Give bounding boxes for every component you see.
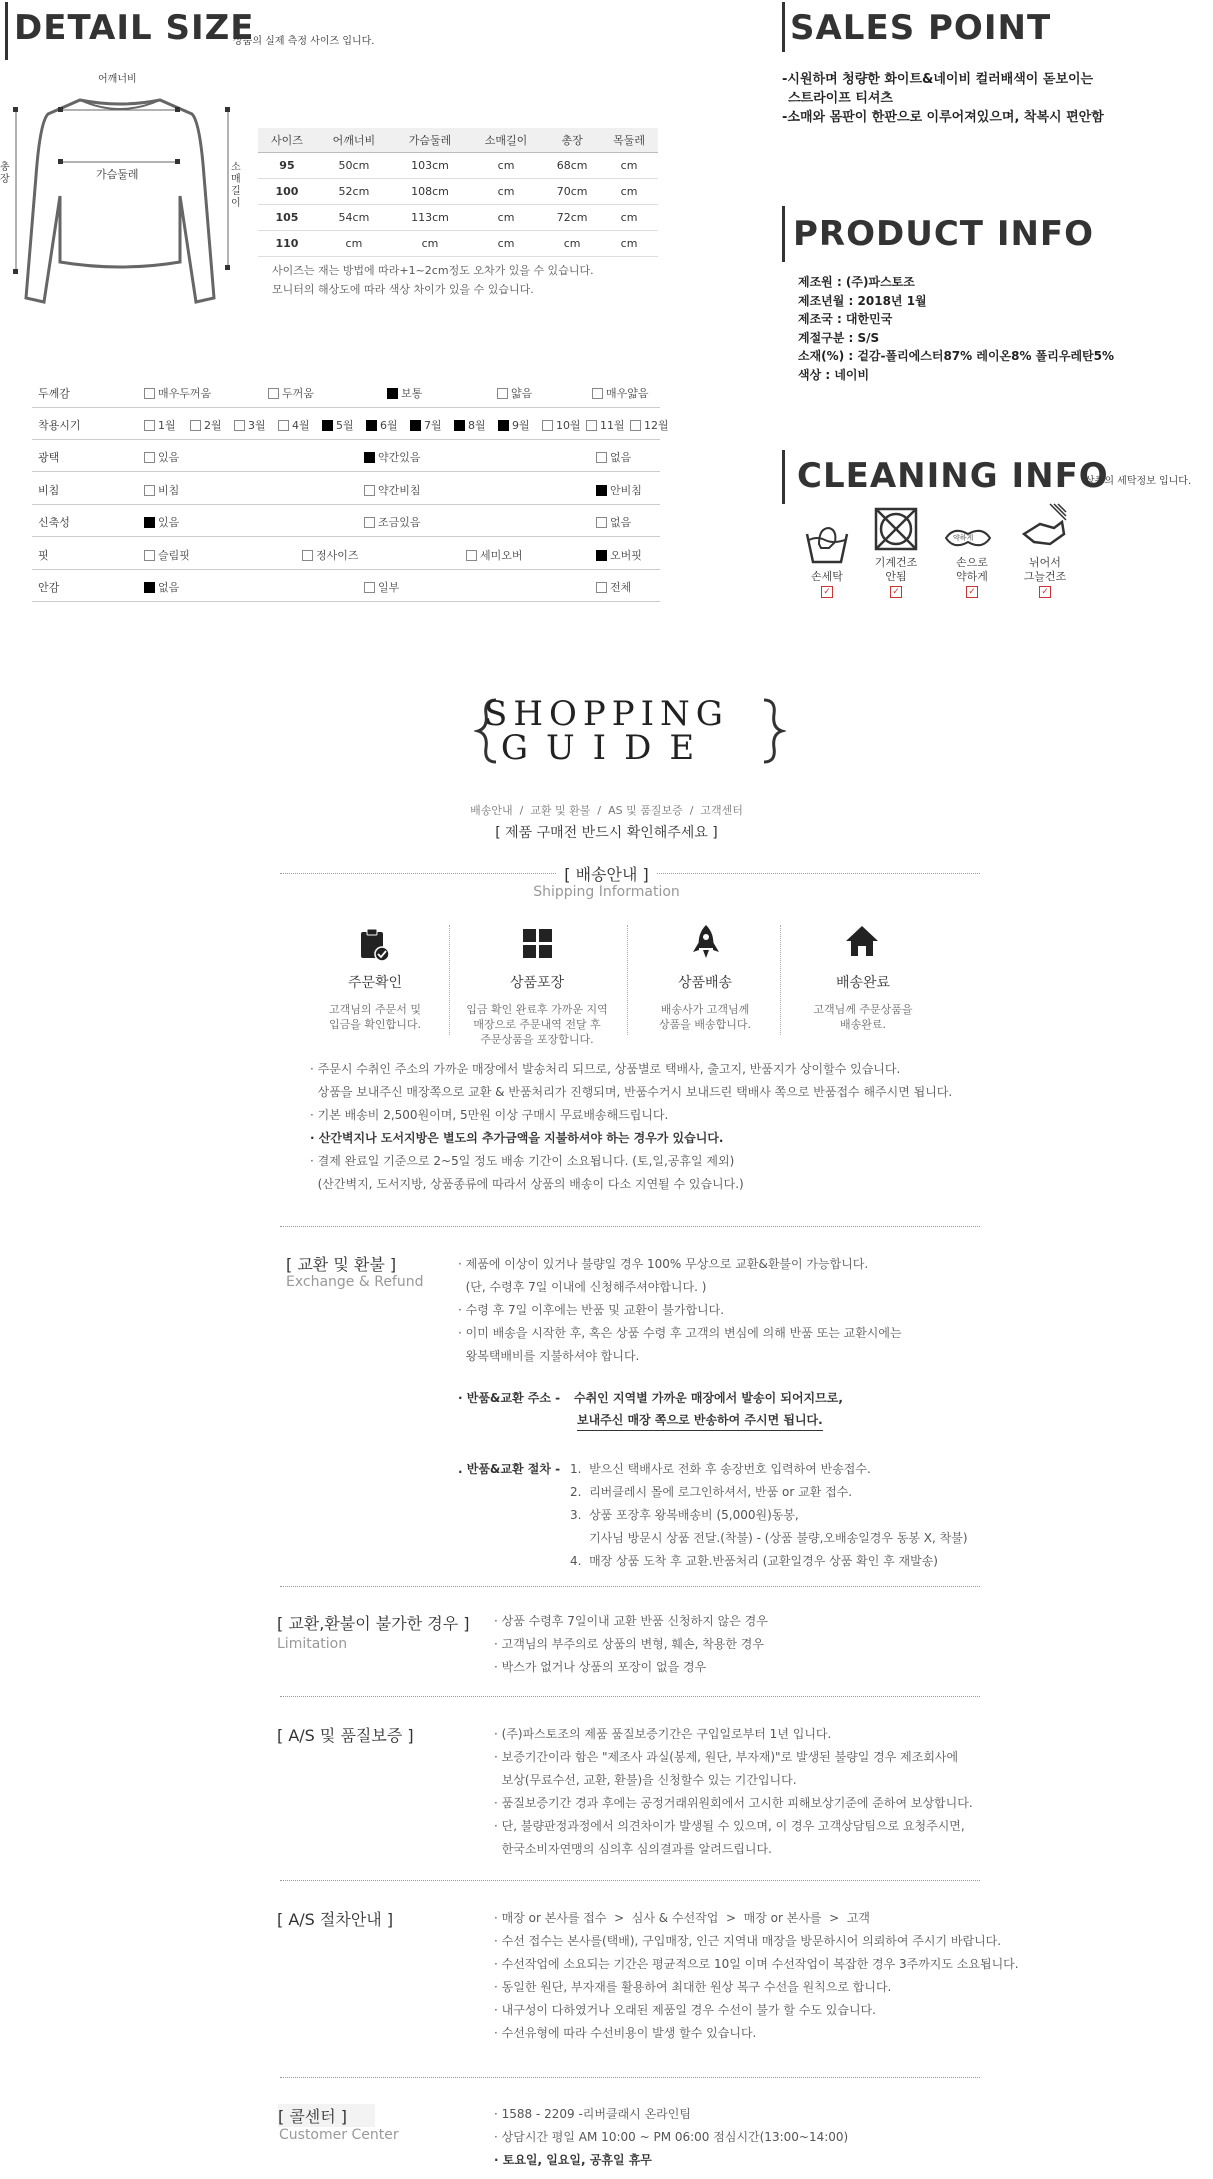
attribute-option[interactable] — [364, 449, 421, 465]
divider — [280, 1586, 980, 1587]
text-line: · 품질보증기간 경과 후에는 공정거래위원회에서 고시한 피해보상기준에 준하여 보상합니다. — [494, 1796, 973, 1810]
checked-checkbox[interactable] — [366, 420, 377, 431]
text-line: (단, 수령후 7일 이내에 신청해주셔야합니다. ) — [458, 1280, 707, 1294]
cleaning-label-line: 그늘건조 — [1023, 570, 1067, 583]
step-title: 상품포장 — [509, 975, 565, 991]
product-info-line: 소재(%) : 겉감-폴리에스터87% 레이온8% 폴리우레탄5% — [798, 349, 1115, 363]
step-desc-line: 주문상품을 포장합니다. — [480, 1033, 594, 1046]
cleaning-info-title: CLEANING INFO — [797, 456, 1109, 496]
checkbox[interactable] — [497, 388, 508, 399]
checkbox[interactable] — [278, 420, 289, 431]
checkbox[interactable] — [596, 452, 607, 463]
exchange-subtitle: Exchange & Refund — [286, 1274, 424, 1290]
attribute-label: 두께감 — [38, 387, 70, 400]
length-label: 총장 — [0, 162, 10, 185]
attribute-option[interactable] — [596, 514, 631, 530]
sales-point-title: SALES POINT — [790, 8, 1052, 48]
checkbox[interactable] — [542, 420, 553, 431]
table-cell: 113cm — [392, 205, 468, 231]
option-label: 8월 — [468, 419, 486, 432]
return-address-label: · 반품&교환 주소 - — [458, 1391, 561, 1405]
as-title: [ A/S 및 품질보증 ] — [277, 1726, 414, 1745]
shipping-step — [620, 966, 790, 1032]
option-label: 12월 — [644, 419, 669, 432]
option-label: 7월 — [424, 419, 442, 432]
option-label: 매우두꺼움 — [158, 387, 212, 400]
size-table-header: 소매길이 — [468, 128, 544, 153]
limitation-subtitle: Limitation — [277, 1636, 348, 1652]
table-row — [258, 153, 658, 179]
cleaning-label-line: 손으로 — [956, 556, 988, 569]
step-separator — [627, 925, 628, 1035]
option-label: 6월 — [380, 419, 398, 432]
product-info-line: 제조국 : 대한민국 — [798, 312, 893, 326]
option-label: 오버핏 — [610, 549, 642, 562]
check-icon: ✓ — [821, 586, 833, 598]
cleaning-label-line: 뉘어서 — [1029, 556, 1061, 569]
attribute-row — [32, 409, 669, 440]
step-separator — [449, 925, 450, 1035]
step-desc-line: 배송완료. — [839, 1018, 886, 1031]
home-icon — [844, 924, 880, 958]
table-cell: 108cm — [392, 179, 468, 205]
option-label: 2월 — [204, 419, 222, 432]
attribute-row — [32, 441, 660, 472]
checked-checkbox[interactable] — [410, 420, 421, 431]
option-label: 보통 — [401, 387, 423, 400]
size-table — [258, 128, 658, 257]
step-separator — [780, 925, 781, 1035]
text-line: · 주문시 수취인 주소의 가까운 매장에서 발송처리 되므로, 상품별로 택배사, 출고지, 반품지가 상이할수 있습니다. — [310, 1062, 901, 1076]
gentle-wring-icon — [944, 512, 992, 560]
heading-bar — [782, 206, 785, 262]
divider — [280, 1880, 980, 1881]
divider — [280, 1226, 980, 1227]
checked-checkbox[interactable] — [364, 452, 375, 463]
checked-checkbox[interactable] — [144, 517, 155, 528]
svg-text:약하게: 약하게 — [953, 534, 974, 542]
attribute-option[interactable] — [498, 417, 530, 433]
option-label: 10월 — [556, 419, 581, 432]
shipping-subtitle: Shipping Information — [533, 884, 680, 900]
grid-box-icon — [522, 928, 554, 960]
table-cell: 100 — [258, 179, 316, 205]
option-label: 일부 — [378, 581, 400, 594]
text-line: · 수선유형에 따라 수선비용이 발생 할수 있습니다. — [494, 2026, 757, 2040]
option-label: 정사이즈 — [316, 549, 359, 562]
attribute-option[interactable] — [596, 449, 631, 465]
sales-point-line-1: -시원하며 청량한 화이트&네이비 컬러배색이 돋보이는 — [782, 72, 1094, 87]
table-row — [258, 179, 658, 205]
attribute-option[interactable] — [144, 449, 179, 465]
text-line: · 상담시간 평일 AM 10:00 ~ PM 06:00 점심시간(13:00~14:00) — [494, 2130, 849, 2144]
text-line: · 수선작업에 소요되는 기간은 평균적으로 10일 이며 수선작업이 복잡한 경우 3주까지도 소요됩니다. — [494, 1957, 1019, 1971]
checkbox[interactable] — [586, 420, 597, 431]
table-row — [258, 205, 658, 231]
text-line: · 단, 불량판정과정에서 의견차이가 발생될 수 있으며, 이 경우 고객상담팀으로 요청주시면, — [494, 1819, 965, 1833]
step-title: 배송완료 — [835, 975, 891, 991]
attribute-option[interactable] — [322, 417, 354, 433]
checkbox[interactable] — [364, 517, 375, 528]
product-info-line: 계절구분 : S/S — [798, 330, 880, 345]
shirt-diagram — [0, 66, 250, 316]
attribute-option[interactable] — [497, 385, 532, 401]
divider — [280, 2077, 980, 2078]
table-cell: cm — [468, 205, 544, 231]
attribute-option[interactable] — [630, 417, 669, 433]
sales-point-line-3: -소매와 몸판이 한판으로 이루어져있으며, 착복시 편안함 — [782, 110, 1104, 125]
text-line: · 매장 or 본사를 접수 > 심사 & 수선작업 > 매장 or 본사를 > 고객 — [494, 1911, 871, 1925]
table-cell: 52cm — [316, 179, 392, 205]
checkbox[interactable] — [144, 485, 155, 496]
table-cell: cm — [392, 231, 468, 257]
step-desc-line: 고객님의 주문서 및 — [328, 1003, 421, 1016]
text-line: · 내구성이 다하였거나 오래된 제품일 경우 수선이 불가 할 수도 있습니다. — [494, 2003, 876, 2017]
product-info-title: PRODUCT INFO — [793, 214, 1095, 254]
checked-checkbox[interactable] — [454, 420, 465, 431]
attribute-label: 핏 — [38, 549, 49, 562]
text-line: (산간벽지, 도서지방, 상품종류에 따라서 상품의 배송이 다소 지연될 수 있습니다.) — [310, 1177, 744, 1191]
step-desc-line: 배송사가 고객님께 — [660, 1003, 750, 1016]
attribute-option[interactable] — [366, 417, 398, 433]
step-desc — [290, 1002, 460, 1032]
option-label: 세미오버 — [480, 549, 523, 562]
cleaning-info-subtitle: 상품의 세탁정보 입니다. — [1085, 476, 1192, 487]
table-cell: 70cm — [544, 179, 600, 205]
attribute-option[interactable] — [596, 547, 642, 563]
attribute-option[interactable] — [278, 417, 310, 433]
attribute-row — [32, 506, 660, 537]
text-line: 보상(무료수선, 교환, 환불)을 신청할수 있는 기간입니다. — [494, 1773, 797, 1787]
shade-dry-icon — [1020, 500, 1068, 548]
table-cell: cm — [544, 231, 600, 257]
return-address-line-2: 보내주신 매장 쪽으로 반송하여 주시면 됩니다. — [577, 1410, 823, 1431]
text-line: · 기본 배송비 2,500원이며, 5만원 이상 구매시 무료배송해드립니다. — [310, 1108, 669, 1122]
table-cell: 95 — [258, 153, 316, 179]
text-line: 왕복택배비를 지불하셔야 합니다. — [458, 1349, 640, 1363]
table-row — [258, 231, 658, 257]
attribute-option[interactable] — [364, 579, 399, 595]
option-label: 3월 — [248, 419, 266, 432]
check-icon: ✓ — [966, 586, 978, 598]
attribute-option[interactable] — [234, 417, 266, 433]
cleaning-label — [1010, 556, 1080, 584]
attribute-row — [32, 571, 660, 602]
table-cell: cm — [468, 231, 544, 257]
option-label: 11월 — [600, 419, 625, 432]
step-desc-line: 입금 확인 완료후 가까운 지역 — [466, 1003, 608, 1016]
option-label: 매우얇음 — [606, 387, 649, 400]
shipping-step — [290, 966, 460, 1032]
size-table-header: 사이즈 — [258, 128, 316, 153]
attribute-option[interactable] — [144, 547, 190, 563]
table-cell: 105 — [258, 205, 316, 231]
attribute-option[interactable] — [596, 579, 631, 595]
guide-notice: [ 제품 구매전 반드시 확인해주세요 ] — [495, 825, 718, 841]
text-line: · 박스가 없거나 상품의 포장이 없을 경우 — [494, 1660, 707, 1674]
no-machine-dry-icon — [872, 505, 920, 553]
text-line: · (주)파스토조의 제품 품질보증기간은 구입일로부터 1년 입니다. — [494, 1727, 832, 1741]
option-label: 없음 — [158, 581, 180, 594]
size-table-header: 가슴둘레 — [392, 128, 468, 153]
option-label: 없음 — [610, 516, 632, 529]
rocket-icon — [691, 924, 721, 960]
option-label: 전체 — [610, 581, 632, 594]
option-label: 약간비침 — [378, 484, 421, 497]
checkbox[interactable] — [302, 550, 313, 561]
text-line: · 결제 완료일 기준으로 2~5일 정도 배송 기간이 소요됩니다. (토,일,공휴일 제외) — [310, 1154, 735, 1168]
attribute-option[interactable] — [302, 547, 359, 563]
text-line: 3. 상품 포장후 왕복배송비 (5,000원)동봉, — [570, 1508, 799, 1522]
option-label: 비침 — [158, 484, 180, 497]
shipping-title: [ 배송안내 ] — [556, 865, 656, 884]
step-desc-line: 상품을 배송합니다. — [658, 1018, 751, 1031]
detail-size-title: DETAIL SIZE — [14, 8, 255, 48]
guide-logo-line2: GUIDE — [500, 728, 713, 768]
step-desc-line: 매장으로 주문내역 전달 후 — [473, 1018, 601, 1031]
attribute-option[interactable] — [144, 579, 179, 595]
attribute-label: 안감 — [38, 581, 60, 594]
check-icon: ✓ — [1039, 586, 1051, 598]
checkbox[interactable] — [596, 582, 607, 593]
attribute-option[interactable] — [596, 482, 642, 498]
divider — [280, 1696, 980, 1697]
attribute-option[interactable] — [190, 417, 222, 433]
option-label: 있음 — [158, 451, 180, 464]
heading-bar — [5, 2, 8, 60]
return-address-line-1: 수취인 지역별 가까운 매장에서 발송이 되어지므로, — [574, 1391, 843, 1405]
table-cell: 72cm — [544, 205, 600, 231]
shipping-step — [452, 966, 622, 1047]
table-cell: cm — [600, 153, 658, 179]
checkbox[interactable] — [466, 550, 477, 561]
shipping-step — [778, 966, 948, 1032]
table-cell: 103cm — [392, 153, 468, 179]
table-cell: cm — [600, 231, 658, 257]
heading-bar — [782, 2, 785, 52]
cleaning-label-line: 손세탁 — [811, 570, 843, 583]
checkbox[interactable] — [190, 420, 201, 431]
attribute-row — [32, 377, 660, 408]
chest-label: 가슴둘레 — [96, 168, 139, 181]
option-label: 두꺼움 — [282, 387, 314, 400]
text-line: · 상품 수령후 7일이내 교환 반품 신청하지 않은 경우 — [494, 1614, 768, 1628]
attribute-option[interactable] — [466, 547, 523, 563]
checkbox[interactable] — [592, 388, 603, 399]
attribute-row — [32, 474, 660, 505]
checkbox[interactable] — [596, 517, 607, 528]
table-cell: 50cm — [316, 153, 392, 179]
step-desc-line: 고객님께 주문상품을 — [813, 1003, 913, 1016]
option-label: 약간있음 — [378, 451, 421, 464]
checkbox[interactable] — [630, 420, 641, 431]
text-line: 상품을 보내주신 매장쪽으로 교환 & 반품처리가 진행되며, 반품수거시 보내드린 택배사 쪽으로 반품접수 해주시면 됩니다. — [310, 1085, 953, 1099]
text-line: · 고객님의 부주의로 상품의 변형, 훼손, 착용한 경우 — [494, 1637, 764, 1651]
checked-checkbox[interactable] — [144, 582, 155, 593]
shipping-title-wrap — [0, 862, 1213, 885]
clipboard-check-icon — [358, 928, 390, 962]
step-title: 주문확인 — [347, 975, 403, 991]
checkbox[interactable] — [364, 485, 375, 496]
cleaning-label-line: 기계건조 — [874, 556, 918, 569]
text-line: · 토요일, 일요일, 공휴일 휴무 — [494, 2153, 652, 2167]
attribute-option[interactable] — [364, 514, 421, 530]
option-label: 5월 — [336, 419, 354, 432]
option-label: 없음 — [610, 451, 632, 464]
shoulder-label: 어깨너비 — [98, 74, 137, 85]
option-label: 1월 — [158, 419, 176, 432]
text-line: 2. 리버클레시 몰에 로그인하셔서, 반품 or 교환 접수. — [570, 1485, 853, 1499]
text-line: · 수선 접수는 본사를(택배), 구입매장, 인근 지역내 매장을 방문하시어 의뢰하여 주시기 바랍니다. — [494, 1934, 1002, 1948]
attribute-option[interactable] — [144, 385, 211, 401]
return-process-label: . 반품&교환 절차 - — [458, 1462, 561, 1476]
attribute-option[interactable] — [268, 385, 314, 401]
attribute-option[interactable] — [144, 417, 176, 433]
text-line: · 1588 - 2209 -리버클래시 온라인팀 — [494, 2107, 691, 2121]
checked-checkbox[interactable] — [596, 485, 607, 496]
attribute-option[interactable] — [387, 385, 422, 401]
cleaning-label-line: 약하게 — [956, 570, 988, 583]
attribute-option[interactable] — [410, 417, 442, 433]
attribute-option[interactable] — [592, 385, 649, 401]
limitation-title: [ 교환,환불이 불가한 경우 ] — [277, 1614, 470, 1633]
step-title: 상품배송 — [677, 975, 733, 991]
option-label: 있음 — [158, 516, 180, 529]
checkbox[interactable] — [144, 452, 155, 463]
hand-wash-icon — [803, 520, 851, 568]
cleaning-label-line: 안됨 — [885, 570, 907, 583]
checked-checkbox[interactable] — [498, 420, 509, 431]
text-line: 4. 매장 상품 도착 후 교환.반품처리 (교환일경우 상품 확인 후 재발송) — [570, 1554, 938, 1568]
sales-point-line-2: 스트라이프 티셔츠 — [788, 91, 893, 106]
cleaning-label — [792, 570, 862, 584]
size-table-header: 목둘레 — [600, 128, 658, 153]
product-info-line: 제조년월 : 2018년 1월 — [798, 293, 927, 308]
product-info-line: 색상 : 네이비 — [798, 367, 870, 382]
attribute-option[interactable] — [542, 417, 581, 433]
checkbox[interactable] — [234, 420, 245, 431]
checked-checkbox[interactable] — [387, 388, 398, 399]
table-cell: cm — [600, 205, 658, 231]
attribute-label: 비침 — [38, 484, 60, 497]
step-desc — [778, 1002, 948, 1032]
text-line: · 보증기간이라 함은 "제조사 과실(봉제, 원단, 부자재)"로 발생된 불량일 경우 제조회사에 — [494, 1750, 959, 1764]
checkbox[interactable] — [144, 388, 155, 399]
option-label: 슬림핏 — [158, 549, 190, 562]
table-cell: cm — [468, 179, 544, 205]
size-note-2: 모니터의 해상도에 따라 색상 차이가 있을 수 있습니다. — [272, 283, 534, 296]
checkbox[interactable] — [144, 420, 155, 431]
detail-size-subtitle: 상품의 실제 측정 사이즈 입니다. — [233, 36, 375, 47]
text-line: · 제품에 이상이 있거나 불량일 경우 100% 무상으로 교환&환불이 가능합니다. — [458, 1257, 869, 1271]
option-label: 4월 — [292, 419, 310, 432]
cleaning-label — [937, 556, 1007, 584]
option-label: 조금있음 — [378, 516, 421, 529]
table-cell: cm — [316, 231, 392, 257]
customer-center-subtitle: Customer Center — [279, 2127, 399, 2143]
as-process-title: [ A/S 절차안내 ] — [277, 1910, 394, 1929]
attribute-label: 광택 — [38, 451, 60, 464]
product-info-line: 제조원 : (주)파스토조 — [798, 275, 915, 289]
attribute-row — [32, 539, 660, 570]
option-label: 얇음 — [511, 387, 533, 400]
text-line: · 동일한 원단, 부자재를 활용하여 최대한 원상 복구 수선을 원칙으로 합니다. — [494, 1980, 892, 1994]
text-line: 기사님 방문시 상품 전달.(착불) - (상품 불량,오배송일경우 동봉 X, 착불) — [570, 1531, 968, 1545]
step-desc — [452, 1002, 622, 1047]
attribute-label: 착용시기 — [38, 419, 81, 432]
checkbox[interactable] — [268, 388, 279, 399]
text-line: · 수령 후 7일 이후에는 반품 및 교환이 불가합니다. — [458, 1303, 725, 1317]
size-note-1: 사이즈는 재는 방법에 따라+1~2cm정도 오차가 있을 수 있습니다. — [272, 264, 594, 277]
attribute-option[interactable] — [454, 417, 486, 433]
customer-center-title: [ 콜센터 ] — [278, 2104, 375, 2127]
guide-logo-line1: SHOPPING — [484, 694, 729, 734]
size-table-header: 어깨너비 — [316, 128, 392, 153]
checked-checkbox[interactable] — [596, 550, 607, 561]
table-cell: 68cm — [544, 153, 600, 179]
check-icon: ✓ — [890, 586, 902, 598]
size-table-header: 총장 — [544, 128, 600, 153]
text-line: · 이미 배송을 시작한 후, 혹은 상품 수령 후 고객의 변심에 의해 반품 또는 교환시에는 — [458, 1326, 902, 1340]
text-line: 1. 받으신 택배사로 전화 후 송장번호 입력하여 반송접수. — [570, 1462, 871, 1476]
attribute-option[interactable] — [586, 417, 625, 433]
heading-bar — [782, 450, 785, 504]
table-cell: cm — [468, 153, 544, 179]
exchange-title: [ 교환 및 환불 ] — [286, 1255, 397, 1274]
option-label: 9월 — [512, 419, 530, 432]
attribute-option[interactable] — [364, 482, 421, 498]
step-desc-line: 입금을 확인합니다. — [328, 1018, 421, 1031]
cleaning-label — [861, 556, 931, 584]
attribute-option[interactable] — [144, 482, 179, 498]
attribute-label: 신축성 — [38, 516, 70, 529]
table-cell: 110 — [258, 231, 316, 257]
text-line: · 산간벽지나 도서지방은 별도의 추가금액을 지불하셔야 하는 경우가 있습니다. — [310, 1131, 724, 1145]
step-desc — [620, 1002, 790, 1032]
checkbox[interactable] — [144, 550, 155, 561]
checkbox[interactable] — [364, 582, 375, 593]
attribute-option[interactable] — [144, 514, 179, 530]
guide-breadcrumb[interactable]: 배송안내 / 교환 및 환불 / AS 및 품질보증 / 고객센터 — [470, 804, 743, 817]
table-cell: cm — [600, 179, 658, 205]
option-label: 안비침 — [610, 484, 642, 497]
table-cell: 54cm — [316, 205, 392, 231]
checked-checkbox[interactable] — [322, 420, 333, 431]
sleeve-label: 소매길이 — [231, 162, 241, 209]
text-line: 한국소비자연맹의 심의후 심의결과를 알려드립니다. — [494, 1842, 772, 1856]
